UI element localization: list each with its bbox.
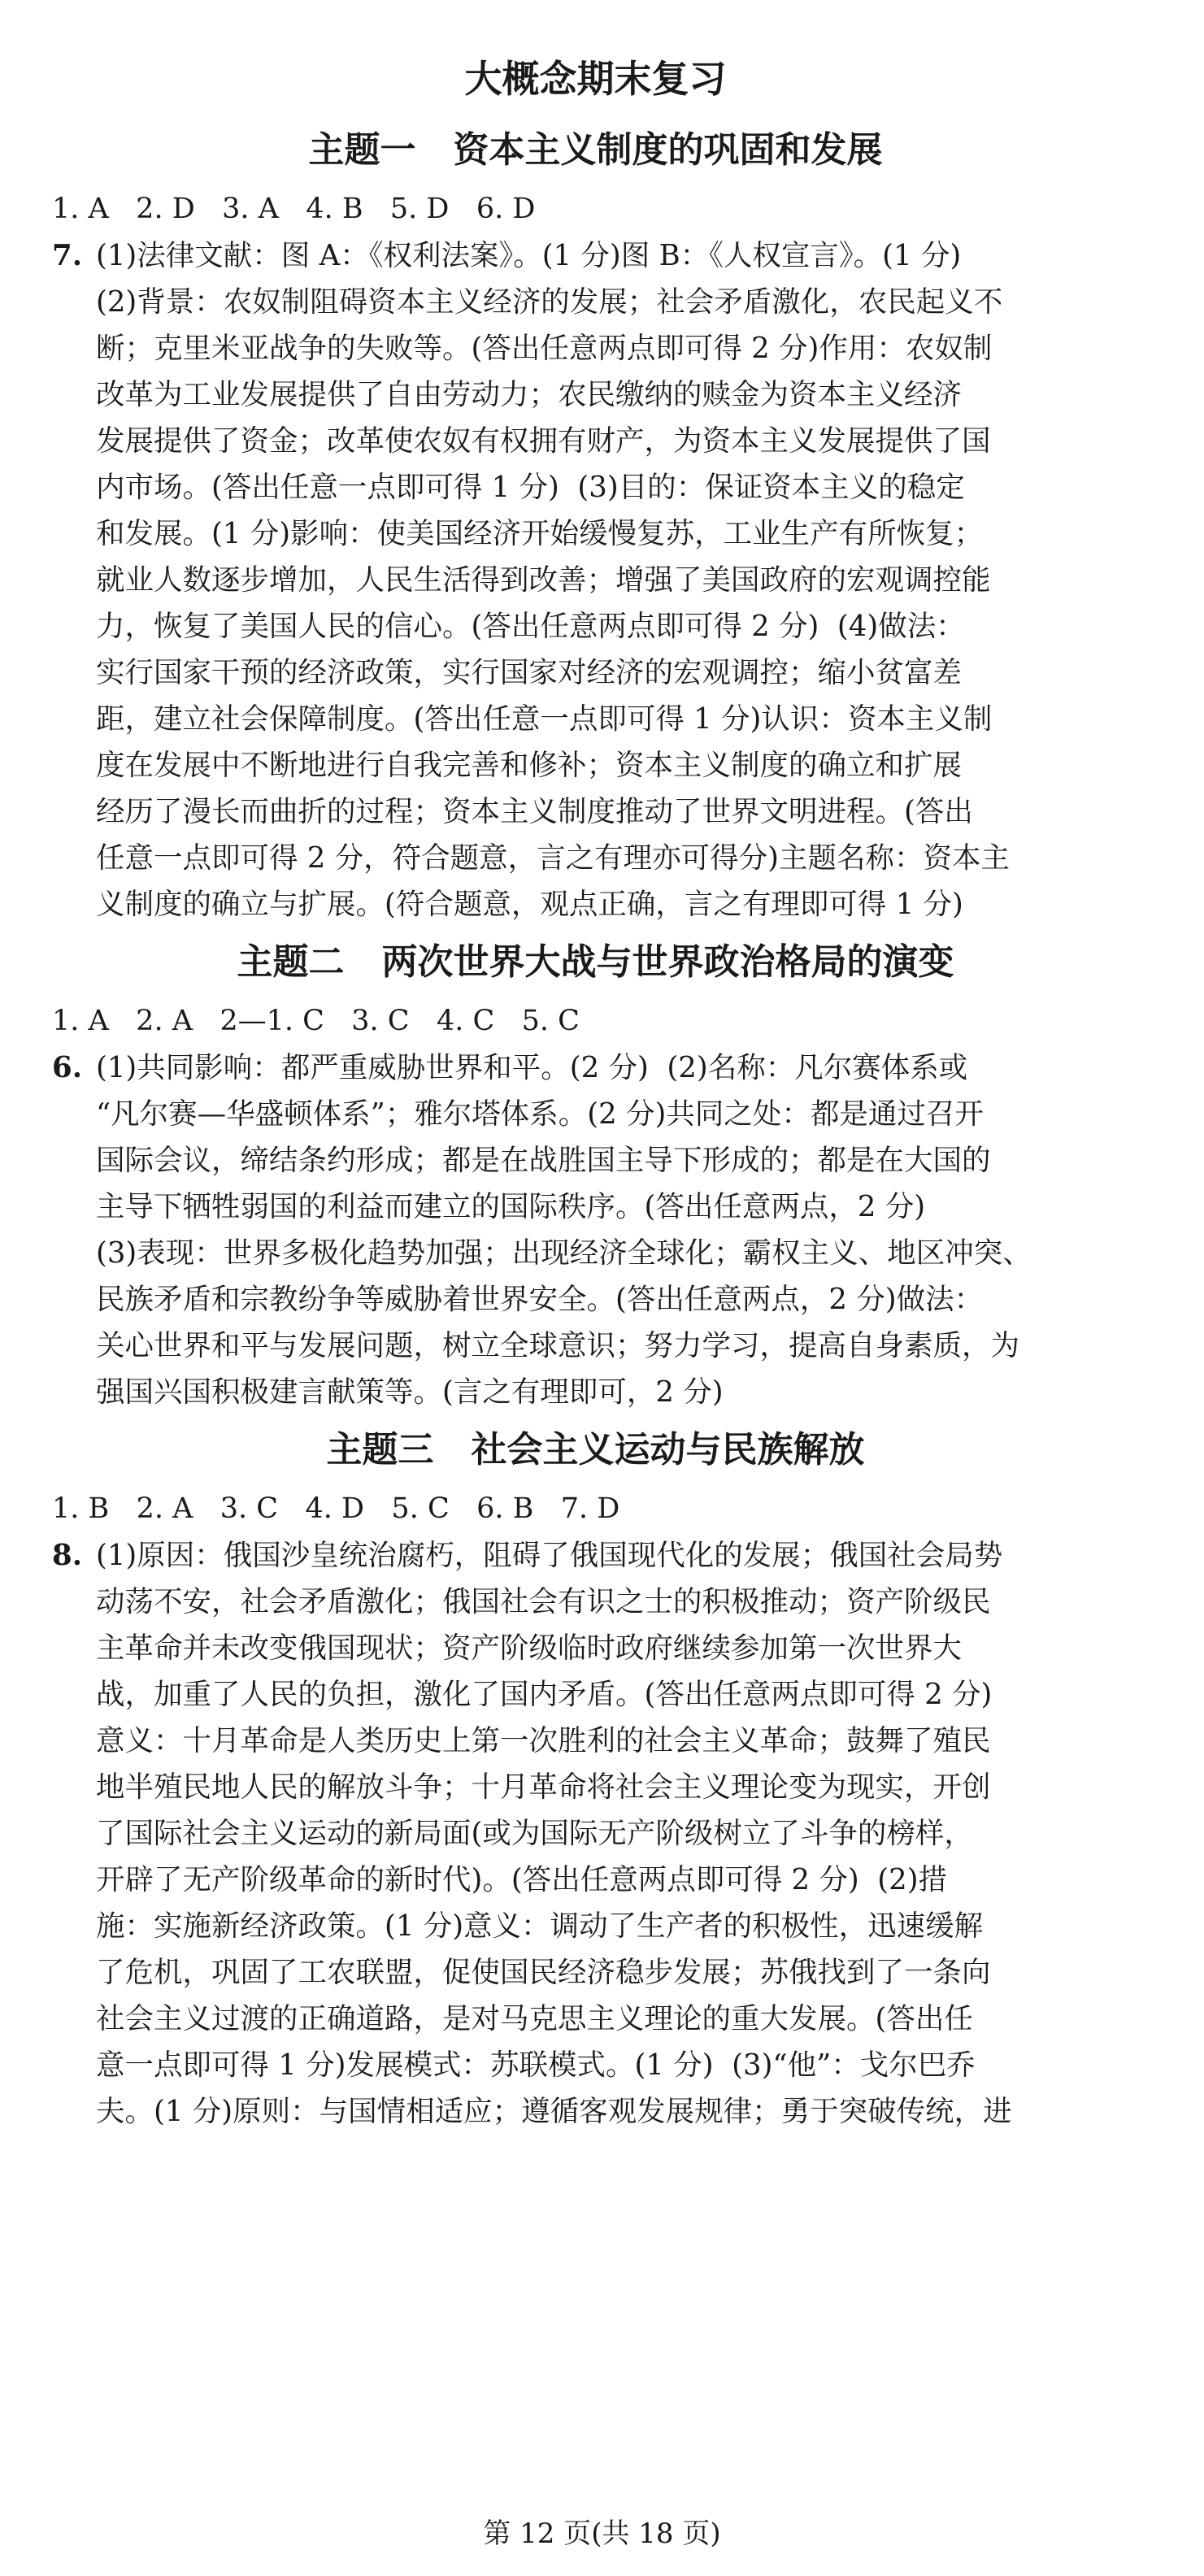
answer-text-line: (3)表现：世界多极化趋势加强；出现经济全球化；霸权主义、地区冲突、: [96, 1236, 1032, 1270]
answer-text-line: 力，恢复了美国人民的信心。(答出任意两点即可得 2 分) (4)做法：: [96, 610, 965, 643]
answer-text-line: 施：实施新经济政策。(1 分)意义：调动了生产者的积极性，迅速缓解: [96, 1909, 984, 1943]
multiple-choice-answers: 1. A 2. A 2—1. C 3. C 4. C 5. C: [52, 1005, 580, 1037]
answer-text-line: 断；克里米亚战争的失败等。(答出任意两点即可得 2 分)作用：农奴制: [96, 332, 993, 365]
answer-text-line: 改革为工业发展提供了自由劳动力；农民缴纳的赎金为资本主义经济: [96, 378, 963, 411]
answer-text-line: 主导下牺牲弱国的利益而建立的国际秩序。(答出任意两点，2 分): [96, 1190, 926, 1223]
answer-text-line: “凡尔赛—华盛顿体系”；雅尔塔体系。(2 分)共同之处：都是通过召开: [96, 1097, 984, 1131]
sections-container: [52, 122, 1139, 2135]
multiple-choice-answers: 1. A 2. D 3. A 4. B 5. D 6. D: [52, 193, 536, 225]
answer-text-line: 任意一点即可得 2 分，符合题意，言之有理亦可得分)主题名称：资本主: [96, 841, 1011, 875]
answer-text-line: 地半殖民地人民的解放斗争；十月革命将社会主义理论变为现实，开创: [96, 1770, 991, 1804]
open-question-answer: [52, 1045, 1139, 1415]
answer-text-line: (1)共同影响：都严重威胁世界和平。(2 分) (2)名称：凡尔赛体系或: [96, 1051, 968, 1084]
answer-text-line: 开辟了无产阶级革命的新时代)。(答出任意两点即可得 2 分) (2)措: [96, 1863, 948, 1896]
multiple-choice-answers: 1. B 2. A 3. C 4. D 5. C 6. B 7. D: [52, 1492, 620, 1525]
section-heading: 主题二 两次世界大战与世界政治格局的演变: [237, 941, 954, 983]
answer-text-line: 了国际社会主义运动的新局面(或为国际无产阶级树立了斗争的榜样，: [96, 1817, 973, 1850]
answer-text-line: 实行国家干预的经济政策，实行国家对经济的宏观调控；缩小贫富差: [96, 656, 963, 689]
answer-text-line: (1)法律文献：图 A：《权利法案》。(1 分)图 B：《人权宣言》。(1 分): [96, 239, 962, 272]
open-question-answer: [52, 1532, 1139, 2135]
answer-text-line: 意一点即可得 1 分)发展模式：苏联模式。(1 分) (3)“他”：戈尔巴乔: [96, 2048, 976, 2082]
answer-text-line: 内市场。(答出任意一点即可得 1 分) (3)目的：保证资本主义的稳定: [96, 471, 965, 504]
answer-text-line: 动荡不安，社会矛盾激化；俄国社会有识之士的积极推动；资产阶级民: [96, 1585, 991, 1618]
answer-text-line: 距，建立社会保障制度。(答出任意一点即可得 1 分)认识：资本主义制: [96, 702, 993, 736]
answer-text-line: 发展提供了资金；改革使农奴有权拥有财产，为资本主义发展提供了国: [96, 424, 991, 458]
answer-text-line: 义制度的确立与扩展。(符合题意，观点正确，言之有理即可得 1 分): [96, 888, 963, 921]
answer-text-line: 意义：十月革命是人类历史上第一次胜利的社会主义革命；鼓舞了殖民: [96, 1724, 991, 1757]
answer-text-line: 国际会议，缔结条约形成；都是在战胜国主导下形成的；都是在大国的: [96, 1144, 991, 1177]
answer-text-line: (1)原因：俄国沙皇统治腐朽，阻碍了俄国现代化的发展；俄国社会局势: [96, 1539, 1003, 1572]
section-heading: 主题三 社会主义运动与民族解放: [326, 1429, 865, 1470]
section-heading: 主题一 资本主义制度的巩固和发展: [308, 129, 883, 171]
answer-text-line: 经历了漫长而曲折的过程；资本主义制度推动了世界文明进程。(答出: [96, 795, 973, 828]
question-number: 8.: [52, 1539, 83, 1572]
answer-text-line: 强国兴国积极建言献策等。(言之有理即可，2 分): [96, 1375, 724, 1409]
answer-text-line: 主革命并未改变俄国现状；资产阶级临时政府继续参加第一次世界大: [96, 1631, 963, 1665]
answer-text-line: 夫。(1 分)原则：与国情相适应；遵循客观发展规律；勇于突破传统，进: [96, 2095, 1012, 2128]
answer-text-line: 关心世界和平与发展问题，树立全球意识；努力学习，提高自身素质，为: [96, 1329, 1020, 1362]
answer-text-line: 和发展。(1 分)影响：使美国经济开始缓慢复苏，工业生产有所恢复；: [96, 517, 984, 550]
question-number: 6.: [52, 1051, 83, 1084]
answer-text-line: 民族矛盾和宗教纷争等威胁着世界安全。(答出任意两点，2 分)做法：: [96, 1283, 984, 1316]
answer-text-line: (2)背景：农奴制阻碍资本主义经济的发展；社会矛盾激化，农民起义不: [96, 285, 1003, 319]
answer-text-line: 社会主义过渡的正确道路，是对马克思主义理论的重大发展。(答出任: [96, 2002, 973, 2035]
question-number: 7.: [52, 239, 83, 272]
answer-text-line: 度在发展中不断地进行自我完善和修补；资本主义制度的确立和扩展: [96, 749, 963, 782]
answer-text-line: 就业人数逐步增加，人民生活得到改善；增强了美国政府的宏观调控能: [96, 563, 991, 597]
page-title: 大概念期末复习: [464, 57, 727, 101]
page-footer: 第 12 页(共 18 页): [483, 2517, 721, 2550]
answer-text-line: 了危机，巩固了工农联盟，促使国民经济稳步发展；苏俄找到了一条向: [96, 1956, 991, 1989]
open-question-answer: [52, 232, 1139, 927]
answer-text-line: 战，加重了人民的负担，激化了国内矛盾。(答出任意两点即可得 2 分): [96, 1678, 993, 1711]
